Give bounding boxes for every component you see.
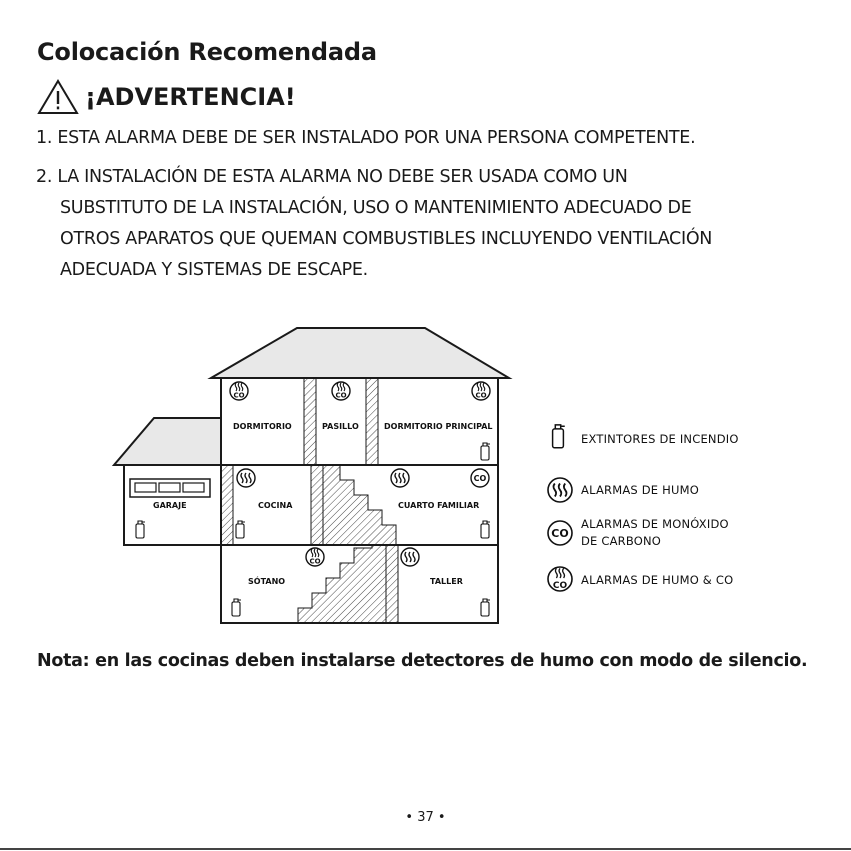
smoke-alarm-icon	[391, 469, 409, 487]
upper-wall-right	[366, 378, 378, 465]
legend-humo-co: ALARMAS DE HUMO & CO	[581, 573, 734, 587]
kitchen-note: Nota: en las cocinas deben instalarse detectores de humo con modo de silencio.	[37, 651, 808, 671]
page-number: • 37 •	[405, 810, 446, 825]
instruction-2-line-1: 2. LA INSTALACIÓN DE ESTA ALARMA NO DEBE SER USADA COMO UN	[36, 167, 628, 187]
room-pasillo: PASILLO	[322, 422, 359, 431]
kitchen-wall-right	[311, 465, 323, 545]
smoke-co-alarm-icon	[332, 382, 350, 400]
svg-text:CO: CO	[473, 474, 487, 483]
garage-roof	[114, 418, 221, 465]
smoke-co-alarm-icon	[230, 382, 248, 400]
co-alarm-icon	[471, 469, 489, 487]
page-title: Colocación Recomendada	[37, 38, 377, 66]
legend-humo: ALARMAS DE HUMO	[581, 483, 699, 497]
co-alarm-icon	[548, 521, 572, 545]
legend-monoxido-2: DE CARBONO	[581, 534, 662, 548]
smoke-co-alarm-icon	[472, 382, 490, 400]
room-cuarto-familiar: CUARTO FAMILIAR	[398, 501, 480, 510]
instruction-2-line-2: SUBSTITUTO DE LA INSTALACIÓN, USO O MANTENIMIENTO ADECUADO DE	[60, 198, 692, 218]
bottom-rule	[0, 848, 851, 850]
legend	[548, 425, 739, 591]
svg-text:CO: CO	[475, 391, 487, 400]
legend-monoxido-1: ALARMAS DE MONÓXIDO	[581, 517, 729, 531]
main-roof	[211, 328, 509, 378]
kitchen-wall-left	[221, 465, 233, 545]
fire-extinguisher-icon	[553, 425, 565, 448]
smoke-alarm-icon	[548, 478, 572, 502]
svg-text:CO: CO	[551, 527, 569, 540]
room-dormitorio-principal: DORMITORIO PRINCIPAL	[384, 422, 493, 431]
room-sotano: SÓTANO	[248, 577, 286, 586]
room-taller: TALLER	[430, 577, 463, 586]
svg-text:CO: CO	[233, 391, 245, 400]
svg-text:CO: CO	[309, 557, 321, 566]
warning-label: ¡ADVERTENCIA!	[85, 83, 296, 111]
smoke-alarm-icon	[237, 469, 255, 487]
room-garaje: GARAJE	[153, 501, 187, 510]
basement-wall-hatch	[386, 545, 398, 623]
garage-door	[130, 479, 210, 497]
svg-text:CO: CO	[335, 391, 347, 400]
instruction-2-line-4: ADECUADA Y SISTEMAS DE ESCAPE.	[60, 260, 368, 280]
legend-extintores: EXTINTORES DE INCENDIO	[581, 432, 739, 446]
smoke-alarm-icon	[401, 548, 419, 566]
smoke-co-alarm-icon	[306, 548, 324, 566]
smoke-co-alarm-icon	[548, 567, 572, 591]
room-cocina: COCINA	[258, 501, 293, 510]
instruction-1: 1. ESTA ALARMA DEBE DE SER INSTALADO POR UNA PERSONA COMPETENTE.	[36, 128, 696, 148]
svg-text:CO: CO	[552, 581, 568, 591]
room-dormitorio: DORMITORIO	[233, 422, 292, 431]
upper-wall-left	[304, 378, 316, 465]
instruction-2-line-3: OTROS APARATOS QUE QUEMAN COMBUSTIBLES INCLUYENDO VENTILACIÓN	[60, 229, 713, 249]
